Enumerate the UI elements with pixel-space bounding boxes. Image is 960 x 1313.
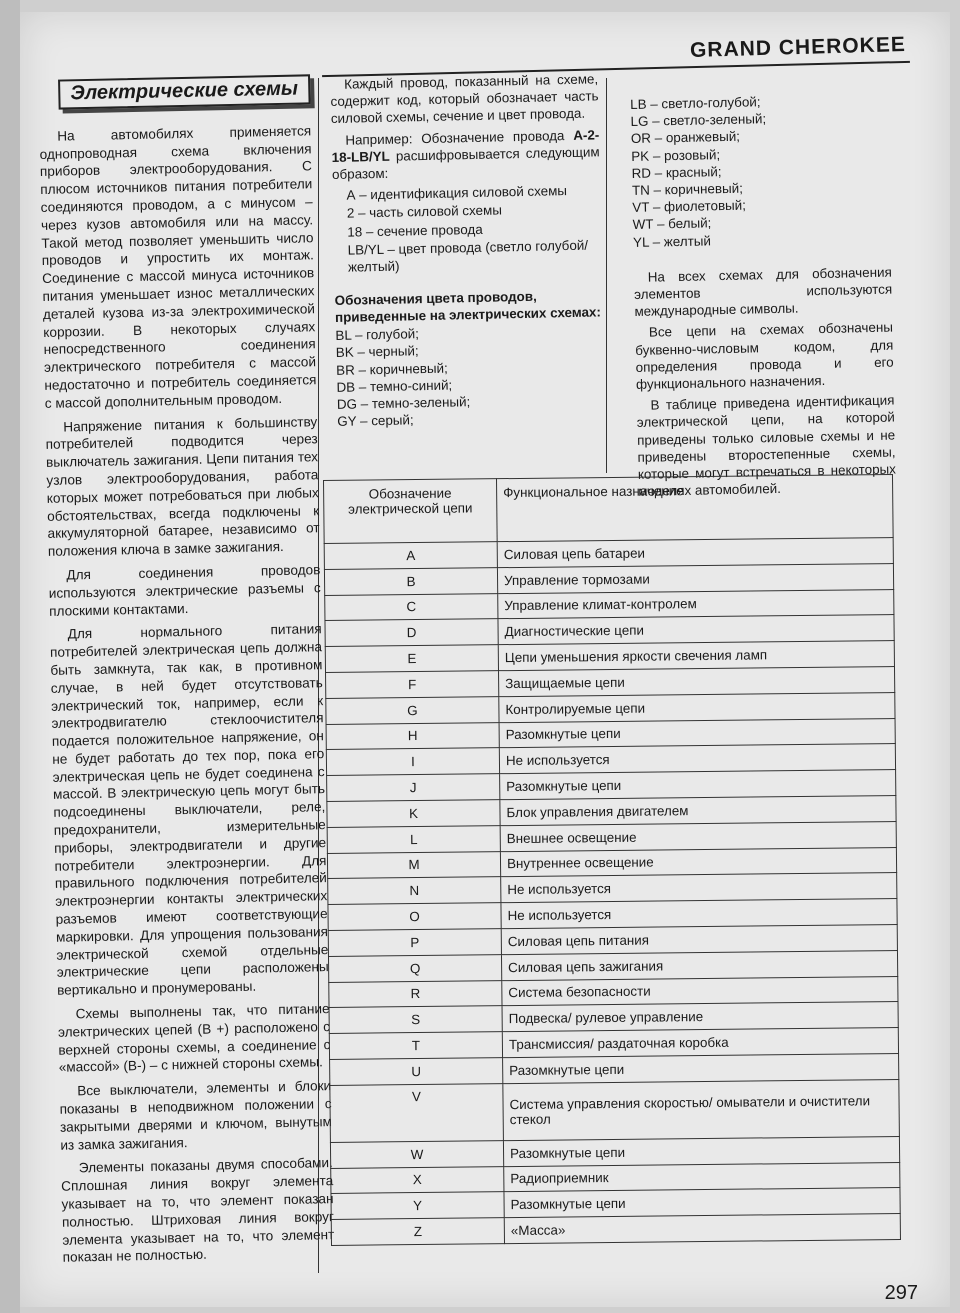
table-row — [330, 1079, 900, 1142]
circuit-function-cell: Силовая цепь зажигания — [501, 950, 897, 980]
circuit-code-cell: Q — [328, 954, 501, 982]
page-number: 297 — [884, 1282, 918, 1304]
circuit-function-cell: Система управления скоростью/ омыватели и очистители стекол — [503, 1079, 900, 1140]
color-code-item: VT – фиолетовый; — [632, 197, 747, 216]
circuit-code-cell: Y — [331, 1192, 504, 1220]
wire-code-decode-list — [332, 182, 602, 277]
color-code-item: OR – оранжевый; — [630, 129, 741, 147]
color-code-item: BL – голубой; — [335, 326, 420, 344]
book-binding-shadow — [0, 0, 20, 1313]
column-divider-right — [606, 78, 607, 473]
circuit-function-cell: Не используется — [499, 744, 895, 774]
circuit-code-cell: D — [325, 619, 498, 647]
colors-heading: Обозначения цвета проводов, приведенные на электрических схемах: — [334, 288, 601, 326]
circuit-function-cell: Разомкнутые цепи — [504, 1188, 900, 1218]
circuit-code-cell: U — [330, 1058, 503, 1086]
circuit-table — [323, 474, 901, 1246]
table-row — [331, 1214, 900, 1246]
column-left — [38, 72, 335, 1273]
circuit-function-cell: Блок управления двигателем — [500, 795, 896, 825]
table-header-code: Обозначение электрической цепи — [324, 479, 498, 544]
circuit-function-cell: Трансмиссия/ раздаточная коробка — [502, 1028, 898, 1058]
color-code-item: YL – желтый — [632, 232, 711, 250]
paragraph: В таблице приведена идентификация электрической цепи, на которой приведены только силовые схемы и не приведены второстепенные схемы, которые могут встречаться в некоторых моделях автомобилей. — [636, 392, 897, 500]
circuit-code-cell: Z — [331, 1218, 504, 1246]
decode-item: LB/YL – цвет провода (светло голубой/желтый) — [347, 237, 589, 275]
decode-item: А – идентификация силовой схемы — [346, 183, 568, 203]
paragraph: На автомобилях применяется однопроводная схема включения приборов электрооборудования. С плюсом источников питания потребители соединяются проводом, а с минусом – через кузов автомобиля или на массу. Такой метод позволяет уменьшить число проводов и упростить их монтаж. Соединение с массой минуса источников питания уменьшает износ металлических деталей кузова из-за электрохимической коррозии. В некоторых случаях непосредственного соединения электрического потребителя с массой недостаточно и потребитель соединяется с массой дополнительным проводом. — [39, 123, 317, 411]
circuit-function-cell: Управление тормозами — [497, 563, 893, 593]
decode-item: 18 – сечение провода — [347, 221, 483, 240]
color-code-item: PK – розовый; — [631, 146, 721, 164]
circuit-code-cell: P — [328, 929, 501, 957]
circuit-function-cell: Не используется — [501, 873, 897, 903]
paragraph: Для соединения проводов используются электрические разъемы с плоскими контактами. — [48, 562, 321, 619]
wire-code: А-2-18-LB/YL — [331, 126, 600, 165]
circuit-function-cell: Диагностические цепи — [498, 615, 894, 645]
circuit-code-cell: S — [329, 1006, 502, 1034]
color-code-item: WT – белый; — [632, 215, 712, 233]
column-middle — [330, 70, 605, 430]
wire-code-intro: Каждый провод, показанный на схеме, содержит код, который обозначает часть силовой схемы, сечение и цвет провода. — [330, 71, 599, 127]
circuit-function-cell: «Масса» — [504, 1214, 900, 1244]
circuit-code-cell: C — [325, 593, 498, 621]
circuit-function-cell: Силовая цепь батареи — [497, 538, 893, 568]
circuit-function-cell: Внутреннее освещение — [500, 847, 896, 877]
color-list-part2 — [630, 91, 891, 251]
color-code-item: BK – черный; — [335, 343, 419, 361]
circuit-code-cell: O — [328, 903, 501, 931]
color-code-item: TN – коричневый; — [631, 180, 744, 198]
circuit-code-cell: J — [327, 774, 500, 802]
circuit-code-cell: H — [326, 722, 499, 750]
circuit-code-cell: G — [326, 696, 499, 724]
circuit-function-cell: Контролируемые цепи — [499, 692, 895, 722]
paragraph: На всех схемах для обозначения элементов используются международные символы. — [634, 264, 893, 320]
left-column-text — [39, 122, 335, 1267]
circuit-code-cell: V — [330, 1083, 504, 1142]
color-code-item: BR – коричневый; — [336, 360, 448, 378]
circuit-code-cell: F — [326, 671, 499, 699]
circuit-function-cell: Разомкнутые цепи — [503, 1053, 899, 1083]
circuit-table-body — [324, 538, 900, 1246]
circuit-function-cell: Разомкнутые цепи — [503, 1136, 899, 1166]
circuit-code-cell: I — [326, 748, 499, 776]
circuit-code-cell: L — [327, 825, 500, 853]
right-column-text — [634, 263, 897, 500]
circuit-function-cell: Радиоприемник — [504, 1162, 900, 1192]
color-code-item: GY – серый; — [337, 412, 414, 430]
circuit-function-cell: Защищаемые цепи — [499, 667, 895, 697]
table-header-function: Функциональное назначение — [496, 475, 893, 542]
paragraph: Напряжение питания к большинству потребителей подводится через выключатель зажигания. Цепи питания тех узлов электрооборудования, работа которых может потребоваться при любых обстоятельствах, всегда подключены к аккумуляторной батарее, независимо от положения ключа в замке зажигания. — [45, 413, 320, 560]
circuit-code-cell: B — [324, 567, 497, 595]
circuit-function-cell: Управление климат-контролем — [498, 589, 894, 619]
color-code-item: LB – светло-голубой; — [630, 94, 761, 112]
circuit-code-cell: T — [329, 1032, 502, 1060]
circuit-function-cell: Система безопасности — [502, 976, 898, 1006]
circuit-function-cell: Цепи уменьшения яркости свечения ламп — [498, 641, 894, 671]
color-list-part1 — [335, 322, 605, 431]
circuit-code-cell: X — [331, 1166, 504, 1194]
color-code-item: RD – красный; — [631, 163, 722, 181]
paragraph: Все выключатели, элементы и блоки показаны в неподвижном положении с закрытыми дверями и ключом, вынутым из замка зажигания. — [59, 1078, 333, 1153]
circuit-function-cell: Подвеска/ рулевое управление — [502, 1002, 898, 1032]
circuit-code-cell: E — [325, 645, 498, 673]
running-header-brand: GRAND CHEROKEE — [689, 32, 907, 63]
column-right — [630, 91, 896, 505]
wire-code-example: Например: Обозначение провода А-2-18-LB/YL расшифровывается следующим образом: — [331, 126, 600, 182]
circuit-code-cell: A — [324, 542, 497, 570]
circuit-function-cell: Внешнее освещение — [500, 821, 896, 851]
circuit-function-cell: Не используется — [501, 899, 897, 929]
circuit-code-cell: M — [327, 851, 500, 879]
circuit-function-cell: Силовая цепь питания — [501, 924, 897, 954]
circuit-function-cell: Разомкнутые цепи — [500, 770, 896, 800]
color-code-item: DG – темно-зеленый; — [336, 394, 471, 412]
section-heading: Электрические схемы — [58, 74, 310, 109]
color-code-item: LG – светло-зеленый; — [630, 111, 767, 130]
paragraph: Для нормального питания потребителей электрическая цепь должна быть замкнута, так как, в противном случае, в ней будет отсутствовать электрический ток, например, если к электродвигателю стеклоочистителя подается положительное напряжение, он не будет работать до тех пор, пока его электрическая цепь не будет соединена с массой. В электрическую цепь могут быть подсоединены выключатели, реле, предохранители, измерительные приборы, электродвигатели и другие потребители электроэнергии. Для правильного подключения потребителей электроэнергии контакты электрических разъемов имеют соответствующие маркировки. Для упрощения пользования электрической схемой отдельные электрические цепи расположены вертикально и пронумерованы. — [49, 621, 329, 999]
circuit-code-cell: W — [330, 1140, 503, 1168]
paragraph: Схемы выполнены так, что питание электрических цепей (В +) расположено с верхней стороны схемы, а соединение с «массой» (В-) – с нижней стороны схемы. — [57, 1001, 331, 1076]
circuit-code-cell: N — [328, 877, 501, 905]
circuit-code-cell: K — [327, 800, 500, 828]
circuit-code-cell: R — [329, 980, 502, 1008]
color-code-item: DB – темно-синий; — [336, 377, 453, 395]
paragraph: Все цепи на схемах обозначены буквенно-числовым кодом, для определения провода и его функционального назначения. — [635, 319, 894, 392]
circuit-function-cell: Разомкнутые цепи — [499, 718, 895, 748]
paragraph: Элементы показаны двумя способами. Сплошная линия вокруг элемента указывает на то, что элемент показан полностью. Штриховая линия вокруг элемента указывает на то, что элемент показан не полностью. — [61, 1155, 335, 1266]
decode-item: 2 – часть силовой схемы — [346, 202, 503, 222]
